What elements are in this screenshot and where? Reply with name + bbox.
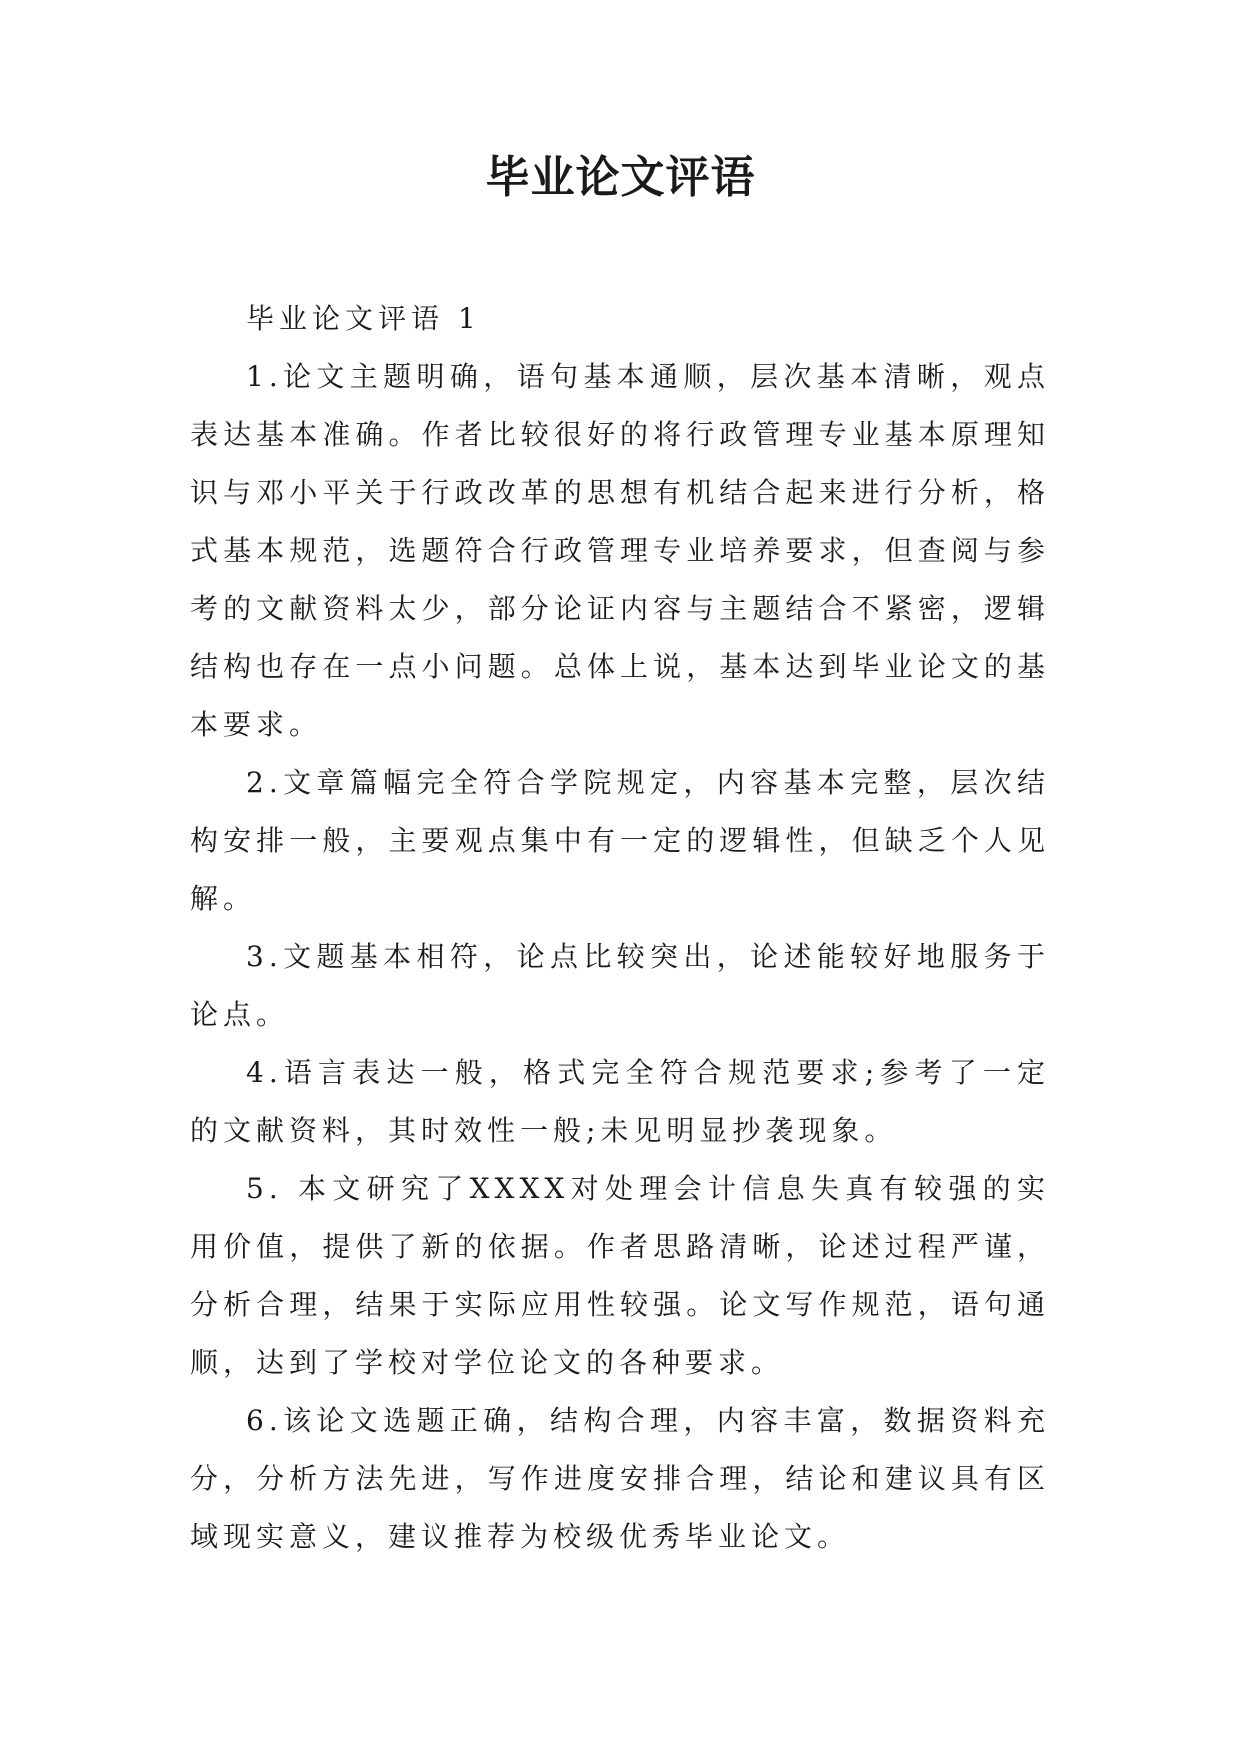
paragraph-3: 3.文题基本相符，论点比较突出，论述能较好地服务于论点。 xyxy=(190,940,1050,1031)
paragraph-5: 5. 本文研究了XXXX对处理会计信息失真有较强的实用价值，提供了新的依据。作者思路清晰，论述过程严谨，分析合理，结果于实际应用性较强。论文写作规范，语句通顺，达到了学校对学位论文的各种要求。 xyxy=(190,1172,1050,1379)
paragraph-4: 4.语言表达一般，格式完全符合规范要求;参考了一定的文献资料，其时效性一般;未见明显抄袭现象。 xyxy=(190,1056,1050,1147)
paragraph-6: 6.该论文选题正确，结构合理，内容丰富，数据资料充分，分析方法先进，写作进度安排合理，结论和建议具有区域现实意义，建议推荐为校级优秀毕业论文。 xyxy=(190,1404,1050,1553)
paragraph-1: 1.论文主题明确，语句基本通顺，层次基本清晰，观点表达基本准确。作者比较很好的将行政管理专业基本原理知识与邓小平关于行政改革的思想有机结合起来进行分析，格式基本规范，选题符合行政管理专业培养要求，但查阅与参考的文献资料太少，部分论证内容与主题结合不紧密，逻辑结构也存在一点小问题。总体上说，基本达到毕业论文的基本要求。 xyxy=(190,360,1050,741)
paragraph-2: 2.文章篇幅完全符合学院规定，内容基本完整，层次结构安排一般，主要观点集中有一定的逻辑性，但缺乏个人见解。 xyxy=(190,766,1050,915)
page-title: 毕业论文评语 xyxy=(485,152,756,203)
document-body xyxy=(190,290,1050,1566)
section-heading: 毕业论文评语 1 xyxy=(246,302,481,335)
